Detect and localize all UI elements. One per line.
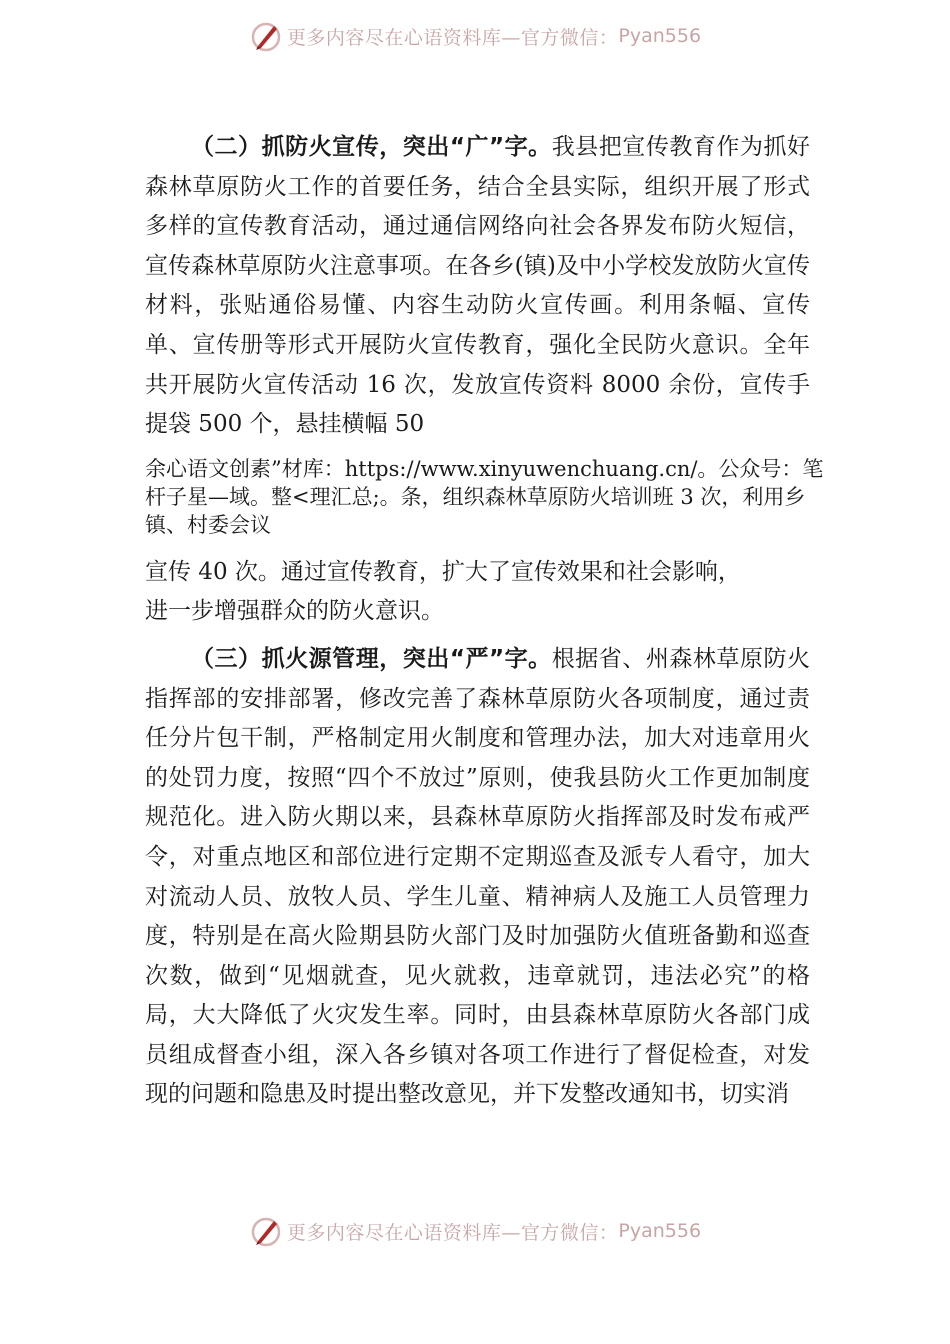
watermark-text: 更多内容尽在心语资料库—官方微信： [286, 26, 619, 49]
section-2-tail-line-2: 进一步增强群众的防火意识。 [145, 598, 444, 625]
section-2-body: 我县把宣传教育作为抓好森林草原防火工作的首要任务，结合全县实际，组织开展了形式多样的宣传教育活动，通过通信网络向社会各界发布防火短信，宣传森林草原防火注意事项。在各乡(镇)及中小学校发放防火宣传材料，张贴通俗易懂、内容生动防火宣传画。利用条幅、宣传单、宣传册等形式开展防火宣传教育，强化全民防火意识。全年共开展防火宣传活动 16 次，发放宣传资料 8000 余份，宣传手提袋 500 个，悬挂横幅 50 [145, 134, 811, 438]
fountain-pen-logo-icon [249, 1214, 283, 1248]
document-body [145, 128, 824, 1119]
section-3-heading: （三）抓火源管理，突出“严”字。 [191, 645, 552, 672]
paragraph-section-3 [145, 640, 810, 1115]
section-2-tail-line-1: 宣传 40 次。通过宣传教育，扩大了宣传效果和社会影响， [145, 558, 741, 585]
header-watermark [0, 16, 950, 56]
watermark-wechat-id: Pyan556 [618, 1220, 702, 1242]
watermark-note: 余心语文创素”材库：https://www.xinyuwenchuang.cn/。公众号：笔杆子星—域。整<理汇总;。条，组织森林草原防火培训班 3 次，利用乡镇、村委会议 [145, 456, 824, 537]
footer-watermark [0, 1211, 950, 1251]
watermark-wechat-id: Pyan556 [618, 25, 702, 47]
fountain-pen-logo-icon [249, 19, 283, 53]
paragraph-section-2 [145, 128, 810, 445]
section-2-heading: （二）抓防火宣传，突出“广”字。 [191, 134, 552, 160]
watermark-text: 更多内容尽在心语资料库—官方微信： [286, 1221, 619, 1244]
section-3-body: 根据省、州森林草原防火指挥部的安排部署，修改完善了森林草原防火各项制度，通过责任分片包干制，严格制定用火制度和管理办法，加大对违章用火的处罚力度，按照“四个不放过”原则，使我县防火工作更加制度规范化。进入防火期以来，县森林草原防火指挥部及时发布戒严令，对重点地区和部位进行定期不定期巡查及派专人看守，加大对流动人员、放牧人员、学生儿童、精神病人及施工人员管理力度，特别是在高火险期县防火部门及时加强防火值班备勤和巡查次数，做到“见烟就查，见火就救，违章就罚，违法必究”的格局，大大降低了火灾发生率。同时，由县森林草原防火各部门成员组成督查小组，深入各乡镇对各项工作进行了督促检查，对发现的问题和隐患及时提出整改意见，并下发整改通知书，切实消 [145, 645, 811, 1108]
